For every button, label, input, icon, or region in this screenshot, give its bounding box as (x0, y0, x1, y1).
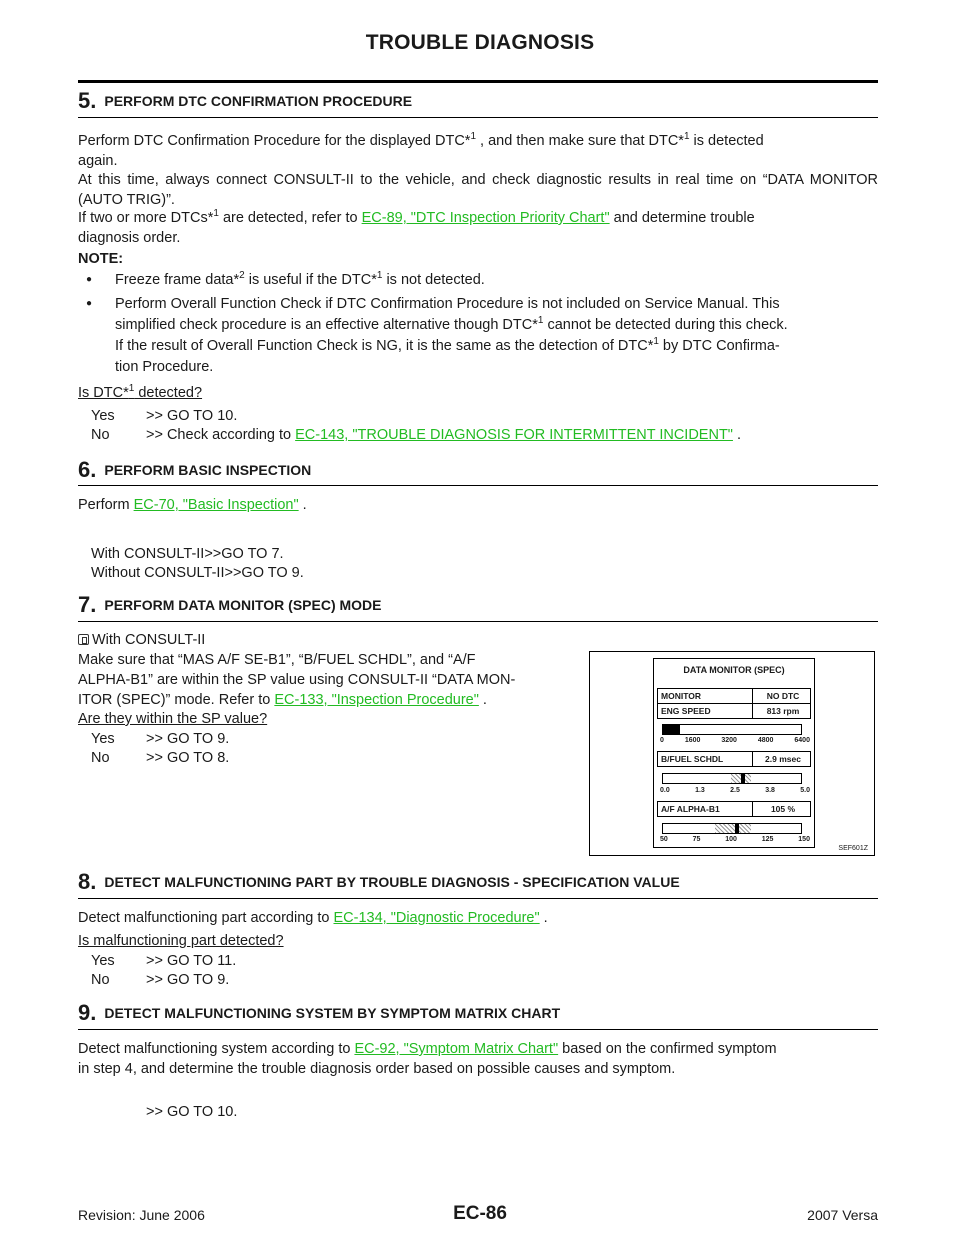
eng-speed-gauge-fill (663, 725, 680, 734)
step-8-question: Is malfunctioning part detected? (78, 933, 284, 949)
af-alpha-range (715, 824, 751, 833)
bullet-icon: ● (86, 274, 93, 285)
note-bullet-1: Freeze frame data*$^2$ is useful if the DTC*$^1$ is not detected. (115, 270, 485, 288)
step-8-rule (78, 898, 878, 899)
step-5-number: 5. (78, 88, 97, 113)
no-dtc-label: NO DTC (752, 688, 811, 704)
step-5-para-1: Perform DTC Confirmation Procedure for the displayed DTC*$^1$ , and then make sure that DTC*$^1$ is detected again. (78, 131, 764, 169)
note-bullet-2: Perform Overall Function Check if DTC Confirmation Procedure is not included on Service Manual. This simplified check procedure is an effective alternative though DTC*$^1$ cannot be detected during this check. If the result of Overall Function Check is NG, it is the same as the detection of DTC*$^1$ by DTC Confirma- tion Procedure. (115, 296, 788, 375)
consult-icon (78, 634, 89, 645)
step-9-rule (78, 1029, 878, 1030)
link-inspection-procedure[interactable]: EC-133, "Inspection Procedure" (274, 692, 479, 708)
link-intermittent-incident[interactable]: EC-143, "TROUBLE DIAGNOSIS FOR INTERMITTENT INCIDENT" (295, 427, 733, 443)
step-6-para: Perform EC-70, "Basic Inspection" . (78, 497, 307, 513)
link-dtc-priority-chart[interactable]: EC-89, "DTC Inspection Priority Chart" (361, 210, 610, 226)
eng-speed-value: 813 rpm (752, 703, 811, 719)
step-9-para: Detect malfunctioning system according to EC-92, "Symptom Matrix Chart" based on the confirmed symptom in step 4, and determine the trouble diagnosis order based on possible causes and symptom. (78, 1041, 777, 1077)
data-monitor-figure (589, 651, 875, 856)
step-5-title: PERFORM DTC CONFIRMATION PROCEDURE (104, 93, 413, 109)
step-5-para-3: If two or more DTCs*$^1$ are detected, refer to EC-89, "DTC Inspection Priority Chart" and determine trouble diagnosis order. (78, 208, 755, 246)
step-7-no: No >> GO TO 8. (91, 750, 230, 766)
fuel-schdl-marker (741, 774, 745, 783)
af-alpha-ticks: 50 75 100 125 150 (660, 836, 810, 843)
step-7-number: 7. (78, 592, 97, 617)
step-6-with-consult: With CONSULT-II>>GO TO 7. (91, 546, 284, 562)
step-7-rule (78, 621, 878, 622)
step-5-rule (78, 117, 878, 118)
step-6-heading (78, 457, 878, 483)
figure-code: SEF601Z (838, 845, 868, 852)
step-6-without-consult: Without CONSULT-II>>GO TO 9. (91, 565, 304, 581)
note-label: NOTE: (78, 251, 124, 267)
footer-model: 2007 Versa (807, 1207, 878, 1223)
link-symptom-matrix-chart[interactable]: EC-92, "Symptom Matrix Chart" (354, 1041, 559, 1057)
step-8-yes: Yes >> GO TO 11. (91, 953, 237, 969)
af-alpha-value: 105 % (752, 801, 811, 817)
data-monitor-panel (653, 658, 815, 848)
step-8-para: Detect malfunctioning part according to EC-134, "Diagnostic Procedure" . (78, 910, 548, 926)
fuel-schdl-ticks: 0.0 1.3 2.5 3.8 5.0 (660, 787, 810, 794)
header-rule (78, 80, 878, 83)
step-7-yes: Yes >> GO TO 9. (91, 731, 230, 747)
bullet-icon: ● (86, 298, 93, 309)
fuel-schdl-gauge (662, 773, 802, 784)
step-9-goto: >> GO TO 10. (146, 1104, 238, 1120)
step-8-title: DETECT MALFUNCTIONING PART BY TROUBLE DIAGNOSIS - SPECIFICATION VALUE (104, 874, 680, 890)
step-7-title: PERFORM DATA MONITOR (SPEC) MODE (104, 597, 382, 613)
link-diagnostic-procedure[interactable]: EC-134, "Diagnostic Procedure" (333, 910, 540, 926)
af-alpha-marker (735, 824, 739, 833)
step-9-heading (78, 1000, 878, 1026)
figure-header: DATA MONITOR (SPEC) (683, 665, 785, 675)
eng-speed-gauge (662, 724, 802, 735)
step-7-para: With CONSULT-II Make sure that “MAS A/F SE-B1”, “B/FUEL SCHDL”, and “A/F ALPHA-B1” are within the SP value using CONSULT-II “DATA MON- ITOR (SPEC)” mode. Refer to EC-133, "Inspection Procedure" . (78, 632, 516, 708)
footer-page-number: EC-86 (453, 1203, 507, 1224)
link-basic-inspection[interactable]: EC-70, "Basic Inspection" (133, 497, 299, 513)
fuel-schdl-value: 2.9 msec (752, 751, 811, 767)
step-6-rule (78, 485, 878, 486)
monitor-label: MONITOR (657, 688, 753, 704)
step-7-heading (78, 592, 878, 618)
fuel-schdl-label: B/FUEL SCHDL (657, 751, 753, 767)
step-5-no: No >> Check according to EC-143, "TROUBLE DIAGNOSIS FOR INTERMITTENT INCIDENT" . (91, 427, 742, 443)
af-alpha-label: A/F ALPHA-B1 (657, 801, 753, 817)
af-alpha-gauge (662, 823, 802, 834)
step-9-number: 9. (78, 1000, 97, 1025)
step-5-heading (78, 88, 878, 114)
eng-speed-ticks: 0 1600 3200 4800 6400 (660, 737, 810, 744)
footer-revision: Revision: June 2006 (78, 1207, 205, 1223)
step-8-heading (78, 869, 878, 895)
step-7-question: Are they within the SP value? (78, 711, 268, 727)
step-8-no: No >> GO TO 9. (91, 972, 230, 988)
step-5-para-2: At this time, always connect CONSULT-II to the vehicle, and check diagnostic results in real time on “DATA MONITOR (AUTO TRIG)”. (78, 172, 878, 208)
step-5-yes: Yes >> GO TO 10. (91, 408, 238, 424)
step-9-title: DETECT MALFUNCTIONING SYSTEM BY SYMPTOM MATRIX CHART (104, 1005, 561, 1021)
page-title: TROUBLE DIAGNOSIS (365, 31, 595, 54)
eng-speed-label: ENG SPEED (657, 703, 753, 719)
step-8-number: 8. (78, 869, 97, 894)
step-6-number: 6. (78, 457, 97, 482)
step-5-question: Is DTC*$^1$ detected? (78, 383, 203, 401)
step-6-title: PERFORM BASIC INSPECTION (104, 462, 312, 478)
